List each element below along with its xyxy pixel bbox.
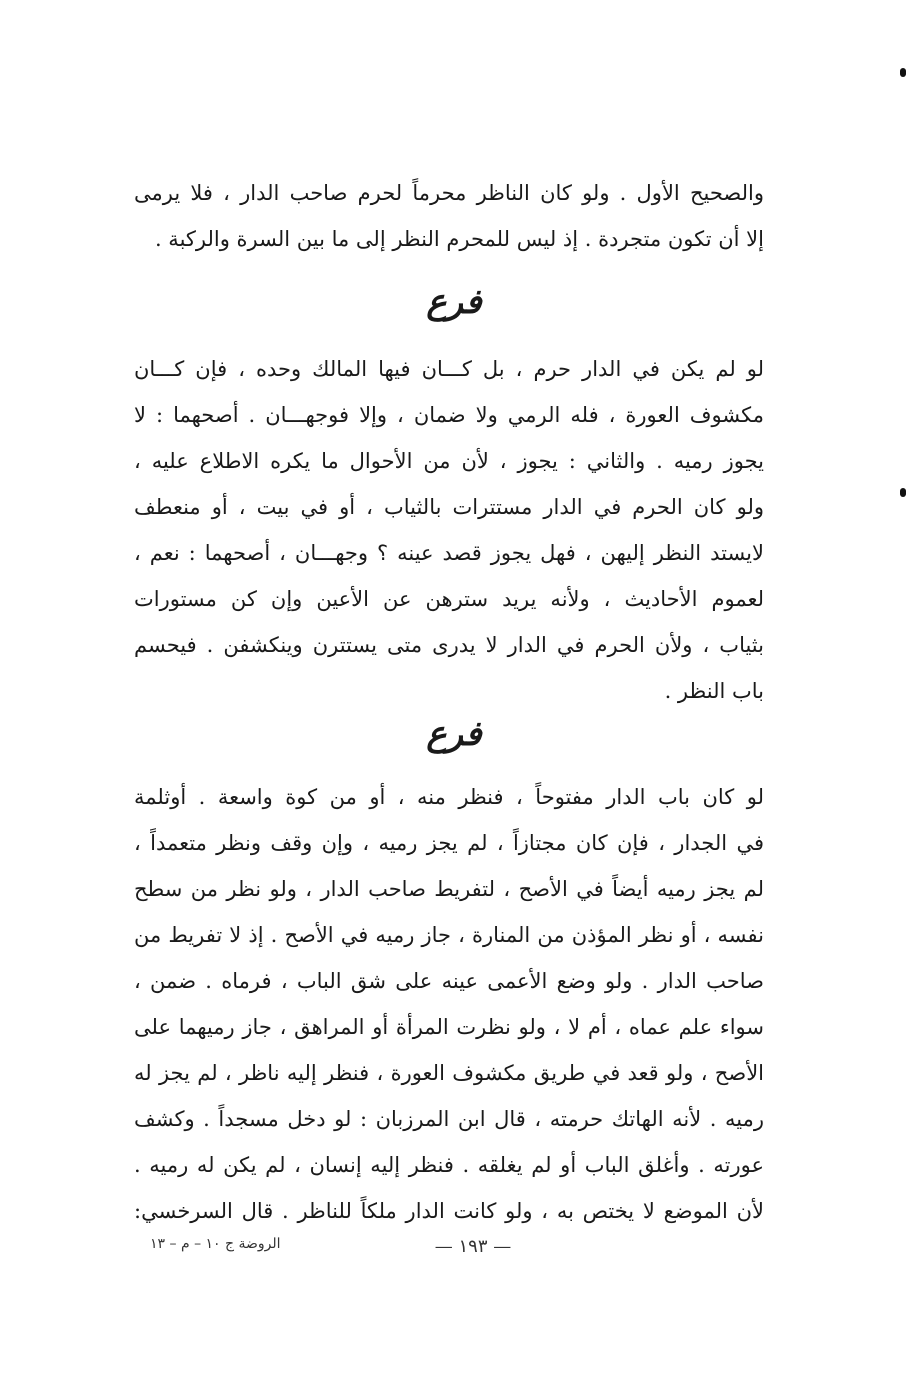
text-line: لو لم يكن في الدار حرم ، بل كـــان فيها المالك وحده ، فإن كـــان bbox=[134, 357, 764, 381]
page-number: — ١٩٣ — bbox=[434, 1236, 512, 1257]
paragraph-section-1 bbox=[134, 346, 764, 714]
text-line: سواء علم عماه ، أم لا ، ولو نظرت المرأة أو المراهق ، جاز رميهما على bbox=[134, 1015, 764, 1039]
section-heading: فرع bbox=[426, 714, 482, 754]
text-line: ولو كان الحرم في الدار مستترات بالثياب ، أو في بيت ، أو منعطف bbox=[134, 495, 764, 519]
margin-mark bbox=[900, 68, 906, 77]
text-line: مكشوف العورة ، فله الرمي ولا ضمان ، وإلا فوجهـــان . أصحهما : لا bbox=[134, 403, 764, 427]
text-line: والصحيح الأول . ولو كان الناظر محرماً لحرم صاحب الدار ، فلا يرمى bbox=[134, 181, 764, 205]
text-line: رميه . لأنه الهاتك حرمته ، قال ابن المرزبان : لو دخل مسجداً . وكشف bbox=[134, 1107, 764, 1131]
text-line: في الجدار ، فإن كان مجتازاً ، لم يجز رميه ، وإن وقف ونظر متعمداً ، bbox=[134, 831, 764, 855]
margin-mark bbox=[900, 488, 906, 497]
text-line: باب النظر . bbox=[664, 679, 764, 703]
text-line: يجوز رميه . والثاني : يجوز ، لأن من الأحوال ما يكره الاطلاع عليه ، bbox=[134, 449, 764, 473]
text-line: بثياب ، ولأن الحرم في الدار لا يدرى متى يستترن وينكشفن . فيحسم bbox=[134, 633, 764, 657]
text-line: لأن الموضع لا يختص به ، ولو كانت الدار ملكاً للناظر . قال السرخسي: bbox=[134, 1199, 764, 1223]
text-line: لم يجز رميه أيضاً في الأصح ، لتفريط صاحب الدار ، ولو نظر من سطح bbox=[134, 877, 764, 901]
section-heading: فرع bbox=[426, 282, 482, 322]
signature-mark: الروضة ج ١٠ – م – ١٣ bbox=[150, 1236, 281, 1252]
text-line: لو كان باب الدار مفتوحاً ، فنظر منه ، أو من كوة واسعة . أوثلمة bbox=[134, 785, 764, 809]
text-line: لعموم الأحاديث ، ولأنه يريد سترهن عن الأعين وإن كن مستورات bbox=[134, 587, 764, 611]
text-line: نفسه ، أو نظر المؤذن من المنارة ، جاز رميه في الأصح . إذ لا تفريط من bbox=[134, 923, 764, 947]
text-line: إلا أن تكون متجردة . إذ ليس للمحرم النظر إلى ما بين السرة والركبة . bbox=[154, 227, 764, 251]
paragraph-section-2 bbox=[134, 774, 764, 1234]
text-line: صاحب الدار . ولو وضع الأعمى عينه على شق الباب ، فرماه . ضمن ، bbox=[134, 969, 764, 993]
text-line: لايستد النظر إليهن ، فهل يجوز قصد عينه ؟ وجهـــان ، أصحهما : نعم ، bbox=[134, 541, 764, 565]
text-line: الأصح ، ولو قعد في طريق مكشوف العورة ، فنظر إليه ناظر ، لم يجز له bbox=[134, 1061, 764, 1085]
text-line: عورته . وأغلق الباب أو لم يغلقه . فنظر إليه إنسان ، لم يكن له رميه . bbox=[134, 1153, 764, 1177]
paragraph-intro bbox=[134, 170, 764, 262]
